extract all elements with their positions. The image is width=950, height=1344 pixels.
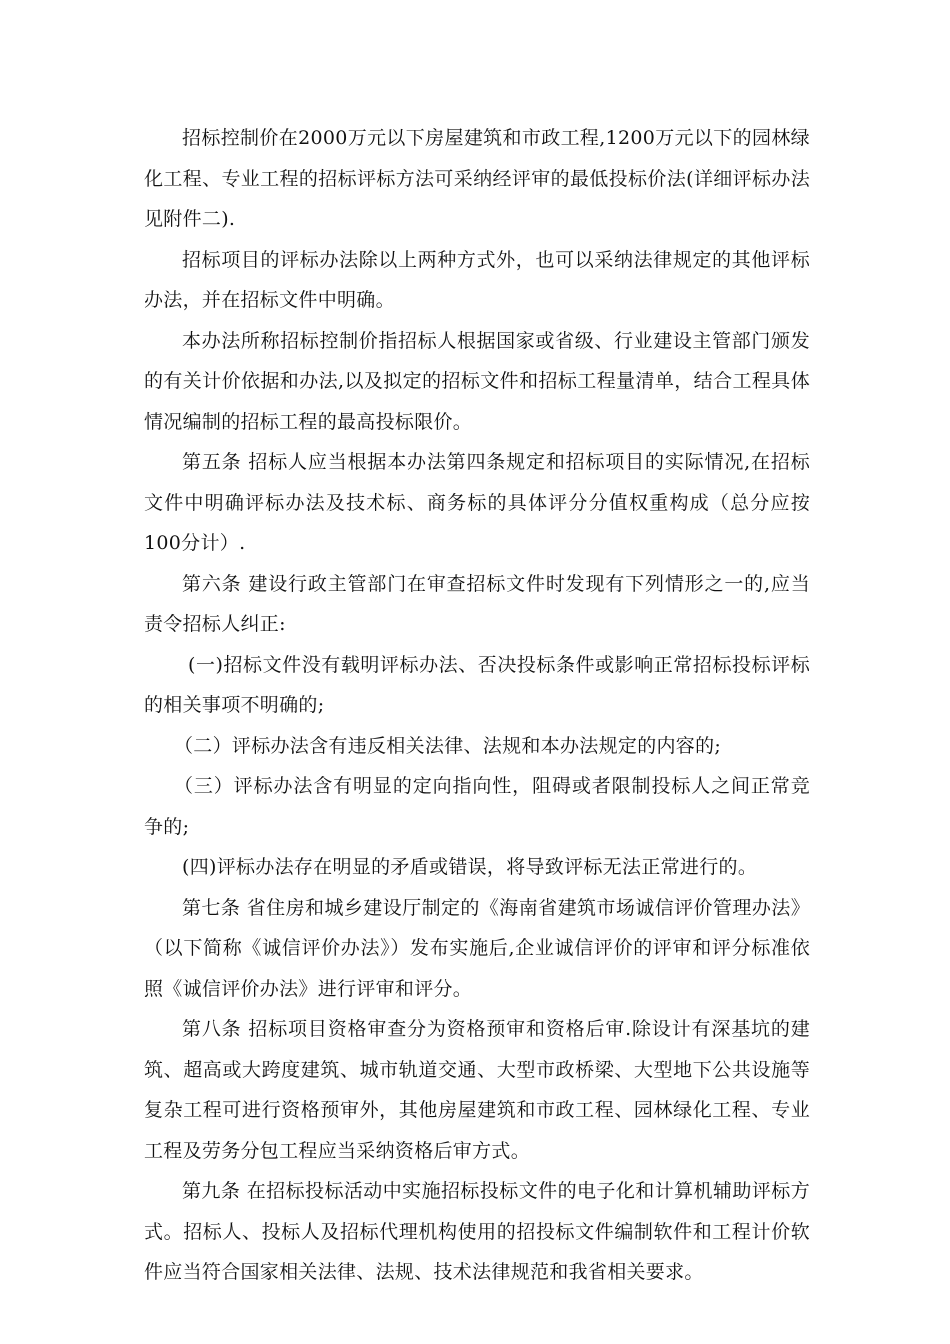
paragraph-article-6: 第六条 建设行政主管部门在审查招标文件时发现有下列情形之一的,应当责令招标人纠正:: [144, 572, 810, 635]
paragraph-article-5: 第五条 招标人应当根据本办法第四条规定和招标项目的实际情况,在招标文件中明确评标办法及技术标、商务标的具体评分分值权重构成（总分应按100分计）.: [144, 451, 810, 554]
paragraph-item-4: (四)评标办法存在明显的矛盾或错误，将导致评标无法正常进行的。: [182, 856, 758, 878]
document-body: [144, 118, 810, 1293]
paragraph-control-price-definition: 本办法所称招标控制价指招标人根据国家或省级、行业建设主管部门颁发的有关计价依据和办法,以及拟定的招标文件和招标工程量清单，结合工程具体情况编制的招标工程的最高投标限价。: [144, 329, 810, 433]
paragraph-item-1: (一)招标文件没有载明评标办法、否决投标条件或影响正常招标投标评标的相关事项不明确的;: [144, 653, 810, 716]
paragraph-item-2: （二）评标办法含有违反相关法律、法规和本办法规定的内容的;: [174, 734, 722, 757]
paragraph-article-8: 第八条 招标项目资格审查分为资格预审和资格后审.除设计有深基坑的建筑、超高或大跨度建筑、城市轨道交通、大型市政桥梁、大型地下公共设施等复杂工程可进行资格预审外，其他房屋建筑和市政工程、园林绿化工程、专业工程及劳务分包工程应当采纳资格后审方式。: [144, 1018, 810, 1162]
paragraph-other-methods: 招标项目的评标办法除以上两种方式外，也可以采纳法律规定的其他评标办法，并在招标文件中明确。: [144, 248, 810, 311]
paragraph-article-7: 第七条 省住房和城乡建设厅制定的《海南省建筑市场诚信评价管理办法》（以下简称《诚信评价办法》）发布实施后,企业诚信评价的评审和评分标准依照《诚信评价办法》进行评审和评分。: [144, 896, 810, 1000]
paragraph-article-9: 第九条 在招标投标活动中实施招标投标文件的电子化和计算机辅助评标方式。招标人、投标人及招标代理机构使用的招投标文件编制软件和工程计价软件应当符合国家相关法律、法规、技术法律规范和我省相关要求。: [144, 1180, 810, 1283]
paragraph-item-3: （三）评标办法含有明显的定向指向性，阻碍或者限制投标人之间正常竞争的;: [144, 775, 810, 838]
paragraph-control-price-method: 招标控制价在2000万元以下房屋建筑和市政工程,1200万元以下的园林绿化工程、专业工程的招标评标方法可采纳经评审的最低投标价法(详细评标办法见附件二).: [144, 127, 810, 230]
